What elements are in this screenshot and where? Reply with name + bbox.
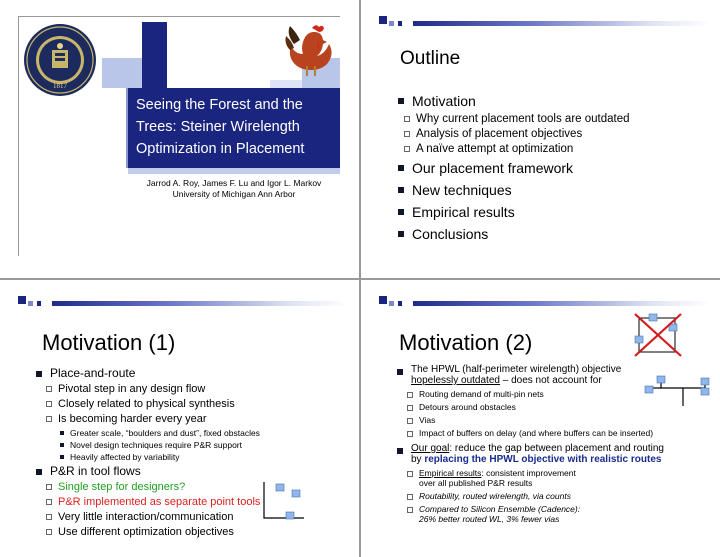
sub-bullet: Pivotal step in any design flow [44, 383, 260, 395]
bullet-our-goal-line2: by replacing the HPWL objective with realistic routes [411, 454, 662, 465]
header-gradient-bar [52, 301, 349, 306]
slide-title-frame-left [18, 16, 19, 256]
our-goal-text: Our goal [411, 443, 450, 454]
decor-block-light [102, 58, 142, 88]
header-gradient-bar [413, 301, 710, 306]
hopelessly-outdated-text: hopelessly outdated [411, 375, 500, 386]
sub-bullet: Use different optimization objectives [44, 526, 260, 538]
slide-heading: Outline [400, 48, 461, 69]
bullet-place-and-route: Place-and-route [34, 366, 260, 380]
affiliation: University of Michigan Ann Arbor [172, 189, 296, 199]
slide-title-frame [18, 16, 340, 17]
decor-block-dark [142, 22, 167, 88]
bullet-hpwl-line1: The HPWL (half-perimeter wirelength) objective [395, 364, 715, 375]
header-square-light [389, 301, 394, 306]
sub-bullet: Closely related to physical synthesis [44, 398, 260, 410]
slide-header-bar [18, 296, 349, 306]
motivation1-list [34, 366, 260, 541]
sub-sub-bullet: Greater scale, “boulders and dust”, fixed obstacles [58, 428, 260, 438]
slide-heading: Motivation (2) [399, 330, 533, 355]
rooster-icon [282, 22, 338, 80]
slide-motivation-1 [0, 280, 359, 557]
sub-bullet-compared: Compared to Silicon Ensemble (Cadence): [405, 504, 720, 514]
sub-bullet-red: P&R implemented as separate point tools [44, 496, 260, 508]
slide-motivation-2 [361, 280, 720, 557]
header-square-light [28, 301, 33, 306]
outline-item-motivation: Motivation [396, 93, 630, 109]
authors: Jarrod A. Roy, James F. Lu and Igor L. Markov [146, 178, 322, 188]
sub-bullet: Vias [405, 415, 720, 425]
title-line-2: Trees: Steiner Wirelength [136, 119, 300, 135]
sub-bullet-green: Single step for designers? [44, 481, 260, 493]
sub-bullet: Detours around obstacles [405, 402, 720, 412]
point-tools-diagram-icon [262, 478, 306, 522]
title-box-left-strip [126, 88, 128, 168]
sub-bullet: Is becoming harder every year [44, 413, 260, 425]
sub-bullet-empirical: Empirical results: consistent improvement [405, 468, 720, 478]
header-square-light [389, 21, 394, 26]
sub-bullet: Routing demand of multi-pin nets [405, 389, 720, 399]
university-seal-icon [22, 22, 98, 98]
sub-sub-bullet: Heavily affected by variability [58, 452, 260, 462]
title-box-shadow [128, 168, 340, 174]
sub-bullet-compared-line2: 26% better routed WL, 3% fewer vias [419, 514, 560, 524]
header-square-small [398, 301, 402, 306]
bullet-hpwl-line2: hopelessly outdated – does not account for [411, 375, 602, 386]
sub-bullet: Very little interaction/communication [44, 511, 260, 523]
slide-heading: Motivation (1) [42, 330, 176, 355]
slide-header-bar [379, 16, 710, 26]
crossed-hpwl-box-icon [633, 312, 683, 358]
outline-item-conclusions: Conclusions [396, 226, 630, 242]
title-line-3: Optimization in Placement [136, 141, 305, 157]
outline-item-results: Empirical results [396, 204, 630, 220]
sub-bullet-empirical-line2: over all published P&R results [419, 478, 533, 488]
sub-bullet: Impact of buffers on delay (and where buffers can be inserted) [405, 428, 720, 438]
bullet-pr-in-tool-flows: P&R in tool flows [34, 464, 260, 478]
hpwl-sub-list [405, 389, 720, 438]
motivation2-content [395, 364, 715, 524]
bullet-our-goal-line1: Our goal: reduce the gap between placement and routing [395, 443, 715, 454]
decor-block-gap [270, 80, 302, 88]
outline-item-techniques: New techniques [396, 182, 630, 198]
outline-sub-item: Why current placement tools are outdated [402, 113, 630, 125]
goal-sub-list [405, 468, 720, 524]
header-square-dark [379, 16, 387, 24]
outline-sub-item: A naïve attempt at optimization [402, 143, 630, 155]
sub-bullet-routability: Routability, routed wirelength, via counts [405, 491, 720, 501]
sub-sub-bullet: Novel design techniques require P&R support [58, 440, 260, 450]
header-square-small [37, 301, 41, 306]
slide-title [0, 0, 359, 278]
replacing-hpwl-text: replacing the HPWL objective with realistic routes [424, 454, 662, 465]
seal-year: 1817 [53, 82, 67, 90]
header-square-dark [18, 296, 26, 304]
title-line-1: Seeing the Forest and the [136, 97, 303, 113]
header-square-small [398, 21, 402, 26]
outline-list [396, 93, 630, 246]
slide-header-bar [379, 296, 710, 306]
header-gradient-bar [413, 21, 710, 26]
slide-outline [361, 0, 720, 278]
header-square-dark [379, 296, 387, 304]
slide-title-text [136, 94, 304, 160]
outline-sub-item: Analysis of placement objectives [402, 128, 630, 140]
outline-item-framework: Our placement framework [396, 160, 630, 176]
